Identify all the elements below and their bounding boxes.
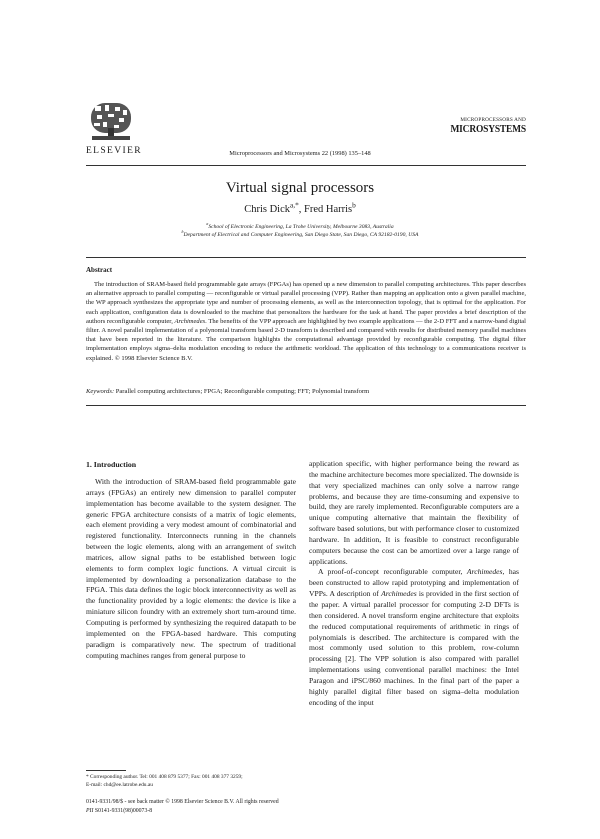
journal-logo-big: MICROSYSTEMS — [450, 124, 526, 135]
pii-line — [86, 807, 386, 816]
author-2-sup: b — [352, 200, 356, 210]
journal-logo-small: MICROPROCESSORS AND — [460, 117, 526, 123]
intro-heading: 1. Introduction — [86, 460, 137, 469]
publisher-logo-text: ELSEVIER — [85, 146, 143, 156]
author-separator: , — [298, 204, 305, 215]
elsevier-tree-logo — [88, 100, 134, 142]
affiliation-b — [0, 232, 600, 238]
author-1-sup: a,* — [289, 200, 299, 210]
abstract-body — [86, 280, 526, 363]
intro-p3-b: , has been constructed to allow rapid prototyping and implementation of VPPs. A description of — [309, 567, 519, 599]
abstract-heading: Abstract — [86, 266, 113, 274]
keywords-text: Parallel computing architectures; FPGA; Reconfigurable computing; FFT; Polynomial transform — [114, 388, 370, 395]
intro-p3-italic-1: Archimedes — [466, 567, 503, 577]
affiliation-b-text: Department of Electrical and Computer Engineering, San Diego State, San Diego, CA 92182-0190, USA — [183, 232, 419, 238]
right-column — [309, 459, 519, 708]
pii-value: S0141-9331(98)00073-8 — [93, 807, 153, 814]
intro-paragraph-3 — [309, 567, 519, 708]
affiliation-a-text: School of Electronic Engineering, La Trobe University, Melbourne 3083, Australia — [208, 224, 394, 230]
abstract-italic-name: Archimedes — [174, 317, 206, 325]
footnote — [86, 774, 286, 789]
copyright-line: 0141-9331/98/$ - see back matter © 1998 Elsevier Science B.V. All rights reserved — [86, 799, 279, 805]
paper-title: Virtual signal processors — [225, 180, 375, 196]
abstract-text-2: . The benefits of the VPP approach are highlighted by two example applications — the 2-D FFT and a narrow-band digital filter. A novel parallel implementation of a polynomial transform based 2-D transform is described and compared with results for distributed memory parallel machines that have been reported in the literature. The comparison highlights the computational advantage provided by reconfigurable computing. The digital filter implementation employs sigma–delta modulation encoding to reduce the arithmetic workload. The application of this technology to a communications receiver is explained. © 1998 Elsevier Science B.V. — [86, 317, 526, 362]
intro-paragraph-2: application specific, with higher performance being the reward as the machine architecture becomes more specialized. The downside is that very specialized machines can only solve a narrow range problems, and because they are time-consuming and expensive to build, they are rarely implemented. Reconfigurable computers are a unique computing alternative that maintain the flexibility of software based solutions, but with performance closer to customized hardware. In addition, It is feasible to construct reconfigurable computers because the cost can be amortized over a large range of applications. — [309, 459, 519, 566]
footnote-rule — [86, 770, 126, 771]
footnote-line-2: E-mail: chd@ee.latrobe.edu.au — [86, 781, 153, 788]
abstract-text-1: The introduction of SRAM-based field programmable gate arrays (FPGAs) has opened up a new dimension to parallel computing architectures. This paper describes an alternative approach to parallel computing — reconfigurable or virtual parallel processing (VPP). Rather than mapping an application onto a given parallel machine, the WP approach synthesizes the appropriate type and number of processing elements, as well as the interconnection topology, that is optimal for the application. For each application, configuration data is downloaded to the machine that personalizes the hardware for the task at hand. The paper provides a brief description of the authors reconfigurable computer, — [86, 281, 526, 325]
header-rule — [86, 165, 526, 166]
affiliation-a — [0, 224, 600, 230]
authors — [0, 200, 600, 215]
intro-p3-italic-2: Archimedes — [381, 589, 417, 599]
left-column — [86, 477, 296, 661]
author-1: Chris Dick — [244, 204, 290, 215]
keywords — [86, 388, 526, 395]
copyright-block — [86, 798, 386, 815]
journal-citation: Microprocessors and Microsystems 22 (1998) 135–148 — [229, 150, 371, 157]
keywords-label: Keywords: — [86, 388, 115, 395]
keywords-bottom-rule — [86, 405, 526, 406]
author-2: Fred Harris — [304, 204, 353, 215]
intro-p3-c: is provided in the first section of the paper. A virtual parallel processor for computing 2-D DFTs is then considered. A novel transform engine architecture that exploits the reduced computational requirements of arithmetic in rings of polynomials is described. The architecture is compared with the most commonly used solution to this problem, row-column processing [2]. The VPP solution is also compared with parallel implementations using conventional parallel machines: the Intel Paragon and iPSC/860 machines. In the final part of the paper a highly parallel digital filter based on sigma–delta modulation encoding of the input — [309, 589, 520, 707]
intro-paragraph-1: With the introduction of SRAM-based field programmable gate arrays (FPGAs) an entirely new dimension to parallel computer implementation has become available to the system designer. The generic FPGA architecture consists of a matrix of logic elements, each element providing a very modest amount of combinatorial and registered functionality. Interconnects running in the channels between the logic elements, along with an arrangement of switch matrices, allow signal paths to be established between logic elements to form complex logic functions. A virtual circuit is implemented by downloading a personalization database to the FPGA. This data defines the logic block interconnectivity as well as the functionality provided by a logic elements: the device is like a miniature silicon foundry with an extremely short turn-around time. Computing is performed by synthesizing the required datapath to be implemented on the FPGA-based hardware. This computing paradigm is comparatively new. The spectrum of traditional computing machines ranges from general purpose to — [86, 477, 296, 660]
pii-label: PII — [86, 807, 94, 814]
intro-p3-a: A proof-of-concept reconfigurable computer, — [318, 567, 467, 577]
abstract-top-rule — [86, 257, 526, 258]
affiliation-a-sup: a — [206, 222, 209, 227]
footnote-line-1: * Corresponding author. Tel: 001 408 879 5377; Fax: 001 408 377 3259; — [86, 774, 243, 780]
affiliation-b-sup: b — [181, 230, 184, 235]
